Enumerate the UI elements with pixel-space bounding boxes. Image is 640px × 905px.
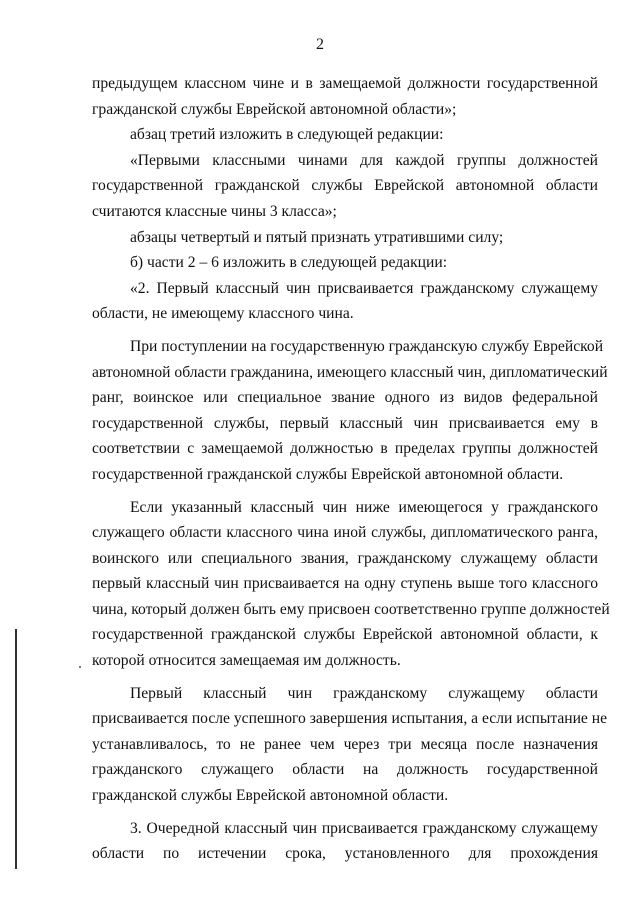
text-line: государственной гражданской службы Еврейской автономной области bbox=[92, 177, 598, 195]
text-line: устанавливалось, то не ранее чем через три месяца после назначения bbox=[92, 735, 598, 753]
text-line: При поступлении на государственную гражданскую службу Еврейской bbox=[130, 337, 604, 355]
text-line: первый классный чин присваивается на одну ступень выше того классного bbox=[92, 575, 598, 593]
text-line: области по истечении срока, установленного для прохождения bbox=[92, 845, 598, 863]
text-line: государственной гражданской службы Еврейской автономной области, к bbox=[92, 626, 598, 644]
text-line: Если указанный классный чин ниже имеющегося у гражданского bbox=[130, 498, 598, 516]
page-number: 2 bbox=[316, 36, 324, 53]
margin-mark bbox=[79, 666, 81, 668]
text-line: государственной гражданской службы Еврейской автономной области. bbox=[92, 465, 564, 483]
text-line: области, не имеющему классного чина. bbox=[92, 305, 354, 323]
text-line: которой относится замещаемая им должность. bbox=[92, 652, 401, 670]
text-line: Первый классный чин гражданскому служащему области bbox=[130, 684, 598, 702]
text-line: присваивается после успешного завершения испытания, а если испытание не bbox=[92, 710, 608, 728]
document-body bbox=[92, 71, 610, 867]
margin-line bbox=[15, 629, 17, 869]
text-line: абзац третий изложить в следующей редакции: bbox=[130, 126, 444, 144]
text-line: соответствии с замещаемой должностью в пределах группы должностей bbox=[92, 440, 598, 458]
text-line: гражданского служащего области на должность государственной bbox=[92, 761, 598, 779]
text-line: автономной области гражданина, имеющего классный чин, дипломатический bbox=[92, 363, 608, 381]
text-line: 3. Очередной классный чин присваивается гражданскому служащему bbox=[130, 819, 598, 837]
text-line: ранг, воинское или специальное звание одного из видов федеральной bbox=[92, 389, 598, 407]
text-line: «Первыми классными чинами для каждой группы должностей bbox=[130, 151, 598, 169]
text-line: государственной службы, первый классный чин присваивается ему в bbox=[92, 414, 598, 432]
text-line: предыдущем классном чине и в замещаемой должности государственной bbox=[92, 75, 598, 92]
text-line: считаются классные чины 3 класса»; bbox=[92, 202, 337, 220]
text-line: «2. Первый классный чин присваивается гражданскому служащему bbox=[130, 279, 598, 297]
text-line: б) части 2 – 6 изложить в следующей редакции: bbox=[130, 254, 448, 272]
text-line: абзацы четвертый и пятый признать утратившими силу; bbox=[130, 228, 504, 246]
text-line: воинского или специального звания, гражданскому служащему области bbox=[92, 549, 598, 567]
text-line: гражданской службы Еврейской автономной области. bbox=[92, 787, 449, 805]
text-line: служащего области классного чина иной службы, дипломатического ранга, bbox=[92, 524, 598, 542]
text-line: чина, который должен быть ему присвоен соответственно группе должностей bbox=[92, 600, 610, 618]
text-line: гражданской службы Еврейской автономной области»; bbox=[92, 100, 457, 118]
